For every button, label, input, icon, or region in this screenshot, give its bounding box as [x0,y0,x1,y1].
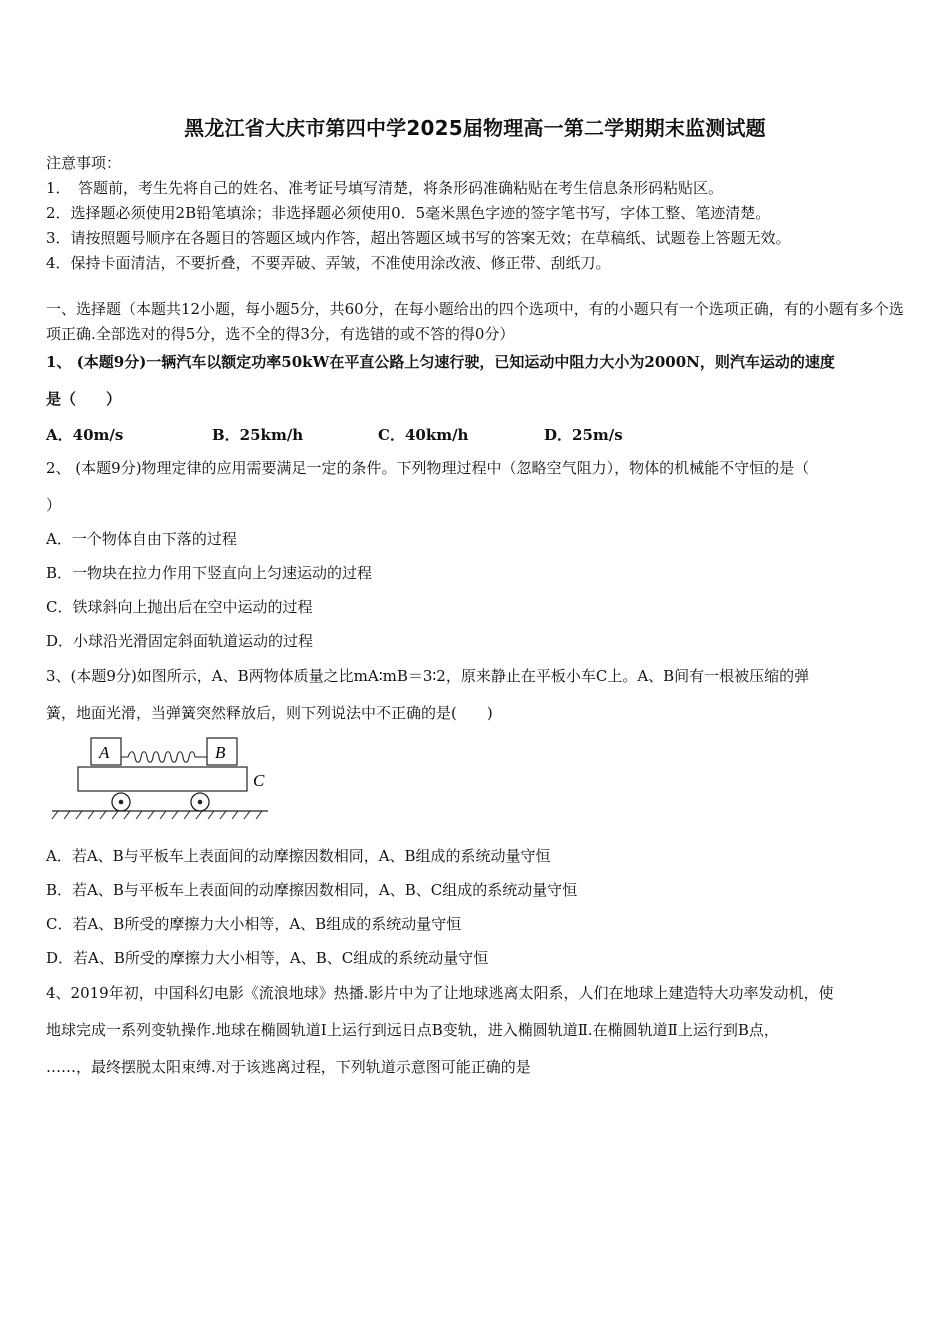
notice-item: 1． 答题前，考生先将自己的姓名、准考证号填写清楚，将条形码准确粘贴在考生信息条形码粘贴区。 [46,179,724,197]
question-4-stem-end: ……，最终摆脱太阳束缚.对于该逃离过程，下列轨道示意图可能正确的是 [46,1058,531,1076]
notice-item: 4．保持卡面清洁，不要折叠，不要弄破、弄皱，不准使用涂改液、修正带、刮纸刀。 [46,254,611,272]
option-a: A．40m/s [46,426,124,444]
question-2-option-b: B．一物块在拉力作用下竖直向上匀速运动的过程 [46,564,373,582]
question-4-stem: 4、2019年初，中国科幻电影《流浪地球》热播.影片中为了让地球逃离太阳系，人们在地球上建造特大功率发动机，使 [46,984,834,1002]
question-1-stem-cont: 是（ ） [46,390,122,408]
question-2-stem-cont: ） [46,496,62,514]
question-4-stem-cont: 地球完成一系列变轨操作.地球在椭圆轨道Ⅰ上运行到远日点B变轨，进入椭圆轨道Ⅱ.在椭圆轨道Ⅱ上运行到B点， [46,1021,779,1039]
block-b-label: B [215,743,226,762]
question-3-option-a: A．若A、B与平板车上表面间的动摩擦因数相同，A、B组成的系统动量守恒 [46,847,551,865]
question-2-stem: 2、 (本题9分)物理定律的应用需要满足一定的条件。下列物理过程中（忽略空气阻力），物体的机械能不守恒的是（ [46,459,810,477]
option-c: C．40km/h [378,426,469,444]
block-a-label: A [99,743,110,762]
cart-spring-diagram [48,730,278,822]
question-3-option-b: B．若A、B与平板车上表面间的动摩擦因数相同，A、B、C组成的系统动量守恒 [46,881,578,899]
question-1-options [46,424,908,445]
ground-hatch [52,811,262,819]
question-3-option-d: D．若A、B所受的摩擦力大小相等，A、B、C组成的系统动量守恒 [46,949,489,967]
question-2-option-c: C．铁球斜向上抛出后在空中运动的过程 [46,598,313,616]
spring [121,752,207,763]
question-3-option-c: C．若A、B所受的摩擦力大小相等，A、B组成的系统动量守恒 [46,915,462,933]
notice-item: 3．请按照题号顺序在各题目的答题区域内作答，超出答题区域书写的答案无效；在草稿纸、试题卷上答题无效。 [46,229,791,247]
question-1-stem: 1、 (本题9分)一辆汽车以额定功率50kW在平直公路上匀速行驶，已知运动中阻力大小为2000N，则汽车运动的速度 [46,353,835,371]
cart-c [78,767,247,791]
option-b: B．25km/h [212,426,304,444]
question-2-option-d: D．小球沿光滑固定斜面轨道运动的过程 [46,632,314,650]
notice-item: 2．选择题必须使用2B铅笔填涂；非选择题必须使用0．5毫米黑色字迹的签字笔书写，字体工整、笔迹清楚。 [46,204,771,222]
question-2-option-a: A．一个物体自由下落的过程 [46,530,237,548]
notice-heading: 注意事项： [46,154,122,172]
cart-c-label: C [253,771,265,790]
page-title: 黑龙江省大庆市第四中学2025届物理高一第二学期期末监测试题 [184,116,766,140]
question-3-stem: 3、(本题9分)如图所示，A、B两物体质量之比mA∶mB＝3∶2，原来静止在平板小车C上。A、B间有一根被压缩的弹 [46,667,810,685]
section-heading: 一、选择题（本题共12小题，每小题5分，共60分，在每小题给出的四个选项中，有的小题只有一个选项正确，有的小题有多个选项正确.全部选对的得5分，选不全的得3分，有选错的或不答的得0分） [46,300,904,343]
option-d: D．25m/s [544,426,623,444]
question-3-stem-cont: 簧，地面光滑，当弹簧突然释放后，则下列说法中不正确的是( ) [46,704,493,722]
